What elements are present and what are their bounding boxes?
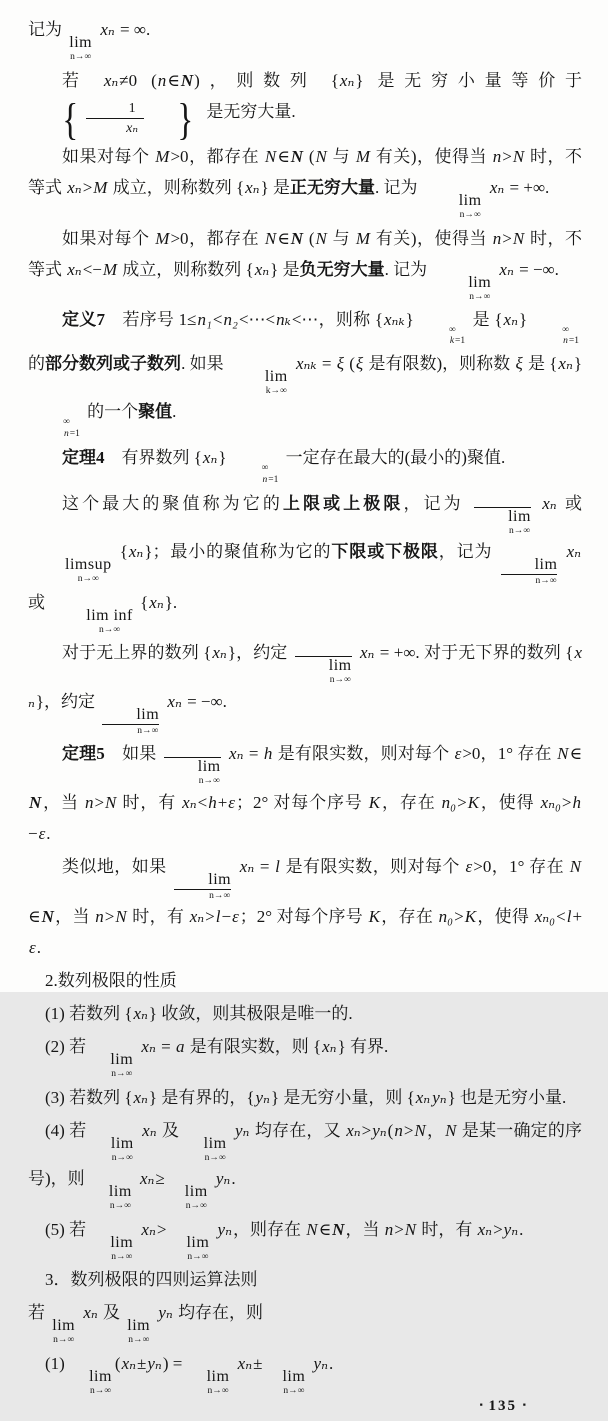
math-var: nₖ <box>276 310 291 330</box>
math-var: xₙ <box>229 744 244 764</box>
limit-notation <box>164 757 221 787</box>
limit-subscript: n→∞ <box>187 1251 209 1262</box>
superscript: ∞ <box>448 325 456 336</box>
limit-notation <box>190 1369 230 1397</box>
math-var: yₙ <box>215 1169 231 1189</box>
math-var: ξ <box>355 353 364 373</box>
limit-subscript: n→∞ <box>459 210 481 221</box>
math-var: a <box>175 1037 185 1057</box>
bold-term: 部分数列或子数列 <box>45 353 182 373</box>
math-var: N <box>264 147 277 167</box>
math-var: ξ <box>336 353 344 373</box>
math-var: K <box>464 907 477 927</box>
math-var: M <box>155 228 170 248</box>
superscript: ∞ <box>261 463 269 474</box>
item-property-5: (5) 若 lim n→∞ xₙ> lim n→∞ yₙ，则存在 N∈N，当 n>N 时，有 xₙ>yₙ. <box>45 1219 524 1262</box>
math-var: xₙ <box>167 691 182 711</box>
limit-subscript: n→∞ <box>99 624 121 635</box>
math-var: xₙ <box>67 259 82 279</box>
limit-word: lim <box>108 1183 132 1201</box>
math-var: N <box>414 1120 426 1140</box>
math-var: N <box>306 1219 318 1239</box>
math-var: xₙₖ <box>295 353 317 373</box>
limit-word: lim <box>501 557 558 575</box>
limit-word: lim <box>164 757 221 775</box>
math-var: xₙ <box>212 643 227 663</box>
limit-notation <box>169 1235 209 1263</box>
bold-term: 上限或上极限 <box>282 493 404 513</box>
math-var: xₙ <box>121 1353 137 1373</box>
braced-fraction <box>30 94 200 144</box>
limit-subscript: n→∞ <box>111 1069 133 1080</box>
math-var: xₙ <box>322 1037 337 1057</box>
limit-notation <box>174 872 231 902</box>
math-var: h <box>263 744 273 764</box>
math-var: yₙ <box>217 1219 232 1239</box>
para-definition-7: 定义7 若序号 1≤n₁<n₂<⋯<nₖ<⋯，则称 {xₙₖ} ∞ k=1 是 {xₙ} ∞ n=1 的部分数列或子数列. 如果 lim k→∞ xₙₖ = ξ (ξ 是有限数)，则称数 ξ 是 {xₙ} ∞ n=1 的一个聚值. <box>28 310 583 439</box>
para-unbounded-convention: 对于无上界的数列 {xₙ}，约定 lim n→∞ xₙ = +∞. 对于无下界的数列 {xₙ}，约定 lim n→∞ xₙ = −∞. <box>28 643 582 736</box>
math-var: n <box>384 1219 394 1239</box>
math-var: xₙ <box>202 448 218 468</box>
math-var: xₙ <box>346 1120 361 1140</box>
page-content <box>28 12 582 1398</box>
limit-word: lim <box>102 707 159 725</box>
math-var: xₙₖ <box>384 310 405 330</box>
math-var: yₙ <box>234 1120 250 1140</box>
para-theorem-4: 定理4 有界数列 {xₙ} ∞ n=1 一定存在最大的(最小的)聚值. <box>62 448 506 485</box>
limit-word: lim <box>89 1367 112 1385</box>
math-var: xₙ <box>67 178 82 198</box>
math-var: n <box>84 792 94 812</box>
para-upper-lower-limit: 这个最大的聚值称为它的上限或上极限，记为 lim n→∞ xₙ 或 limsup n→∞ {xₙ}；最小的聚值称为它的下限或下极限，记为 lim n→∞ xₙ 或 lim inf n→∞ {xₙ}. <box>28 493 583 635</box>
math-var: N <box>290 147 304 167</box>
limit-notation <box>69 35 92 63</box>
superscript-subscript <box>528 325 579 348</box>
math-var: ε <box>465 856 473 876</box>
math-var: N <box>569 856 582 876</box>
bold-term: 定义7 <box>62 310 105 330</box>
math-var: ε <box>232 907 239 927</box>
math-var: N <box>41 907 54 927</box>
bold-term <box>290 229 304 248</box>
math-var: ε <box>29 938 36 958</box>
limit-subscript: n→∞ <box>137 725 159 736</box>
limit-notation <box>425 193 482 221</box>
denominator <box>86 118 144 137</box>
limit-notation <box>92 1184 132 1212</box>
math-var: n <box>95 907 104 927</box>
math-var: n₁ <box>197 310 212 330</box>
math-var: K <box>368 792 381 812</box>
math-var: xₙ <box>141 1219 156 1239</box>
math-var: xₙ <box>339 70 355 90</box>
math-var: N <box>115 907 127 927</box>
subscript: k=1 <box>449 336 466 347</box>
math-var: N <box>332 1219 345 1239</box>
math-var: yₙ <box>432 1087 447 1107</box>
limit-notation <box>31 557 112 585</box>
limit-notation <box>474 507 531 537</box>
footer-mark-right: ▪ <box>522 1399 526 1410</box>
limit-notation <box>295 656 352 686</box>
math-var: n <box>262 474 268 485</box>
para-theorem-5-upper: 定理5 如果 lim n→∞ xₙ = h 是有限实数，则对每个 ε>0，1° 存在 N∈N，当 n>N 时，有 xₙ<h+ε；2° 对每个序号 K，存在 n₀>K，使得 xₙ₀>h−ε. <box>28 744 583 843</box>
limit-subscript: n→∞ <box>469 291 491 302</box>
limit-word: lim <box>186 1233 210 1251</box>
limit-notation <box>72 1369 112 1397</box>
math-var: xₙ <box>415 1087 431 1107</box>
bold-term: 正无穷大量 <box>289 178 375 198</box>
math-var: xₙ <box>142 1120 157 1140</box>
limit-word: lim inf <box>86 606 133 624</box>
math-var: yₙ <box>372 1120 387 1140</box>
item-arithmetic-rule-1: (1) lim n→∞ (xₙ±yₙ) = lim n→∞ xₙ± lim n→∞ yₙ. <box>45 1353 334 1396</box>
limit-word: limsup <box>65 556 112 574</box>
line-limit-infinity-notation: 记为 lim n→∞ xₙ = ∞. <box>28 20 151 62</box>
limit-subscript: n→∞ <box>198 776 220 787</box>
math-var: N <box>290 228 304 248</box>
math-var: xₙ <box>237 1353 253 1373</box>
superscript-subscript <box>415 325 465 348</box>
limit-subscript: n→∞ <box>128 1335 150 1346</box>
bold-term: 聚值 <box>138 402 173 422</box>
limit-word: lim <box>203 1134 227 1152</box>
math-var: ξ <box>515 353 523 373</box>
math-var: xₙ <box>103 70 119 90</box>
math-var: N <box>315 228 327 248</box>
limit-word: lim <box>69 34 93 51</box>
limit-notation <box>93 1235 133 1263</box>
math-var: xₙ <box>141 1037 156 1057</box>
math-var: K <box>368 907 380 927</box>
limit-notation <box>93 1052 133 1080</box>
math-var: yₙ <box>158 1303 173 1323</box>
limit-notation <box>102 707 159 737</box>
math-var: xₙ <box>133 1087 148 1107</box>
limit-subscript: n→∞ <box>89 1385 112 1396</box>
limit-subscript: n→∞ <box>329 675 351 686</box>
bold-term <box>331 1220 345 1239</box>
limit-subscript: n→∞ <box>53 1335 75 1346</box>
math-var: n <box>64 428 69 439</box>
math-var: yₙ <box>503 1219 519 1239</box>
math-var: h <box>208 792 217 812</box>
math-var: K <box>467 792 480 812</box>
limit-word: lim <box>110 1051 134 1069</box>
superscript: ∞ <box>63 417 70 428</box>
math-var: xₙ <box>28 643 582 711</box>
bold-term: 下限或下极限 <box>331 542 439 562</box>
math-var: xₙ <box>566 542 582 562</box>
math-var: N <box>445 1120 457 1140</box>
math-var: n₀ <box>441 792 457 812</box>
math-var: N <box>264 228 277 248</box>
math-var: yₙ <box>313 1353 328 1373</box>
math-var: xₙ <box>133 1004 148 1024</box>
math-var: l <box>215 907 221 927</box>
bold-term: 定理4 <box>62 448 105 468</box>
limit-subscript: k→∞ <box>265 385 287 396</box>
limit-word: lim <box>264 367 288 385</box>
math-var: xₙ <box>126 121 139 137</box>
math-var: l <box>566 907 572 927</box>
limit-word: lim <box>295 656 352 674</box>
math-var: N <box>180 70 194 90</box>
superscript-subscript <box>228 463 279 486</box>
limit-subscript: n→∞ <box>207 1385 229 1396</box>
math-var: N <box>29 792 42 812</box>
item-property-4: (4) 若 lim n→∞ xₙ 及 lim n→∞ yₙ 均存在，又 xₙ>yₙ(n>N，N 是某一确定的序号)，则 lim n→∞ xₙ≥ lim n→∞ yₙ. <box>28 1120 583 1212</box>
math-var: xₙ <box>245 178 260 198</box>
limit-word: lim <box>458 192 482 210</box>
limit-notation <box>187 1136 227 1164</box>
bold-term: 定理5 <box>62 744 105 764</box>
limit-word: lim <box>282 1367 306 1385</box>
math-var: M <box>102 259 118 279</box>
limit-notation <box>52 1318 75 1346</box>
item-property-1: (1) 若数列 {xₙ} 收敛，则其极限是唯一的. <box>45 1004 353 1024</box>
bold-term <box>180 71 194 90</box>
fraction <box>86 101 144 137</box>
math-var: xₙ₀ <box>540 792 561 812</box>
limit-subscript: n→∞ <box>111 1251 133 1262</box>
math-var: xₙ <box>254 259 270 279</box>
math-var: xₙ <box>499 259 514 279</box>
limit-word: lim <box>174 872 231 890</box>
math-var: n₀ <box>438 907 454 927</box>
limit-subscript: n→∞ <box>111 1152 133 1163</box>
math-var: M <box>93 178 108 198</box>
numerator: 1 <box>128 101 136 117</box>
limit-word: lim <box>474 507 531 525</box>
math-var: n <box>563 336 568 347</box>
bold-term <box>41 907 55 926</box>
para-positive-infinity-definition: 如果对每个 M>0，都存在 N∈N (N 与 M 有关)，使得当 n>N 时，不等式 xₙ>M 成立，则称数列 {xₙ} 是正无穷大量. 记为 lim n→∞ xₙ = +∞. <box>28 147 582 221</box>
para-infinitesimal-reciprocal: 若 xₙ≠0 (n∈N)，则数列 {xₙ} 是无穷小量等价于 { $\frac{1}{\text{xₙ}}$ } 是无穷大量. <box>28 65 582 140</box>
para-negative-infinity-definition: 如果对每个 M>0，都存在 N∈N (N 与 M 有关)，使得当 n>N 时，不等式 xₙ<−M 成立，则称数列 {xₙ} 是负无穷大量. 记为 lim n→∞ xₙ = −∞. <box>28 228 582 302</box>
bold-term <box>28 793 42 812</box>
left-brace: { <box>62 94 79 144</box>
limit-subscript: n→∞ <box>508 525 530 536</box>
limit-word: lim <box>110 1134 134 1152</box>
limit-subscript: n→∞ <box>204 1152 226 1163</box>
limit-subscript: n→∞ <box>70 52 92 62</box>
item-property-3: (3) 若数列 {xₙ} 是有界的，{yₙ} 是无穷小量，则 {xₙ yₙ} 也是无穷小量. <box>45 1087 567 1107</box>
math-var: k <box>449 336 455 347</box>
limit-notation <box>127 1318 150 1346</box>
limit-notation <box>231 369 288 397</box>
math-var: xₙ <box>128 542 144 562</box>
limit-word: lim <box>52 1317 76 1335</box>
math-var: N <box>557 744 569 764</box>
limit-subscript: n→∞ <box>185 1201 207 1212</box>
limit-word: lim <box>110 1233 134 1251</box>
math-var: n <box>492 147 502 167</box>
limit-subscript: n→∞ <box>77 574 99 585</box>
math-var: xₙ <box>359 643 375 663</box>
math-var: ε <box>38 823 46 843</box>
math-var: N <box>512 147 525 167</box>
math-var: M <box>155 147 170 167</box>
limit-notation <box>501 557 558 587</box>
limit-word: lim <box>184 1183 208 1201</box>
limit-subscript: n→∞ <box>209 890 231 901</box>
bold-term: 负无穷大量 <box>299 259 385 279</box>
math-var: M <box>355 147 371 167</box>
footer-mark-left: ▪ <box>479 1399 483 1410</box>
math-var: xₙ <box>189 907 205 927</box>
limit-word: lim <box>468 273 492 291</box>
item-property-2: (2) 若 lim n→∞ xₙ = a 是有限实数，则 {xₙ} 有界. <box>45 1037 389 1080</box>
math-var: l <box>275 856 280 876</box>
math-var: n <box>157 70 167 90</box>
math-var: xₙ₀ <box>534 907 556 927</box>
math-var: N <box>404 1219 417 1239</box>
math-var: xₙ <box>477 1219 493 1239</box>
superscript-subscript <box>29 417 80 440</box>
heading-section-3-arithmetic-rules: 3．数列极限的四则运算法则 <box>45 1270 258 1290</box>
math-var: xₙ <box>149 592 164 612</box>
math-var: n₂ <box>223 310 238 330</box>
limit-notation <box>52 608 133 636</box>
math-var: ε <box>228 792 235 812</box>
math-var: yₙ <box>255 1087 270 1107</box>
limit-word: lim <box>127 1317 151 1335</box>
math-var: N <box>315 147 327 167</box>
para-theorem-5-lower: 类似地，如果 lim n→∞ xₙ = l 是有限实数，则对每个 ε>0，1° 存在 N∈N，当 n>N 时，有 xₙ>l−ε；2° 对每个序号 K，存在 n₀>K，使得 xₙ₀<l+ε. <box>28 856 583 958</box>
math-var: xₙ <box>542 493 557 513</box>
para-arithmetic-premise: 若 lim n→∞ xₙ 及 lim n→∞ yₙ 均存在，则 <box>28 1303 264 1346</box>
limit-subscript: n→∞ <box>535 576 557 587</box>
page-number <box>28 1398 582 1421</box>
math-var: M <box>355 228 371 248</box>
heading-section-2-properties: 2.数列极限的性质 <box>45 971 177 991</box>
limit-subscript: n→∞ <box>109 1201 131 1212</box>
subscript: n=1 <box>262 474 279 485</box>
limit-subscript: n→∞ <box>283 1385 305 1396</box>
page-number-value: 135 <box>488 1398 518 1415</box>
limit-notation <box>168 1184 208 1212</box>
subscript: n=1 <box>563 336 579 347</box>
math-var: n <box>394 1120 403 1140</box>
limit-notation <box>434 275 491 303</box>
math-var: xₙ <box>182 792 197 812</box>
math-var: xₙ <box>100 20 115 39</box>
math-var: xₙ <box>489 178 505 198</box>
math-var: xₙ <box>558 353 573 373</box>
math-var: ε <box>454 744 462 764</box>
limit-word: lim <box>206 1367 230 1385</box>
math-var: N <box>105 792 117 812</box>
bold-term <box>290 147 304 166</box>
math-var: xₙ <box>83 1303 98 1323</box>
math-var: N <box>512 228 525 248</box>
math-var: xₙ <box>239 856 255 876</box>
math-var: xₙ <box>140 1169 155 1189</box>
limit-notation <box>265 1369 305 1397</box>
math-var: xₙ <box>503 310 518 330</box>
superscript: ∞ <box>562 325 569 336</box>
math-var: n <box>492 228 502 248</box>
right-brace: } <box>177 94 194 144</box>
math-var: yₙ <box>147 1353 162 1373</box>
limit-notation <box>94 1136 134 1164</box>
subscript: n=1 <box>64 428 80 439</box>
math-var: h <box>572 792 582 812</box>
